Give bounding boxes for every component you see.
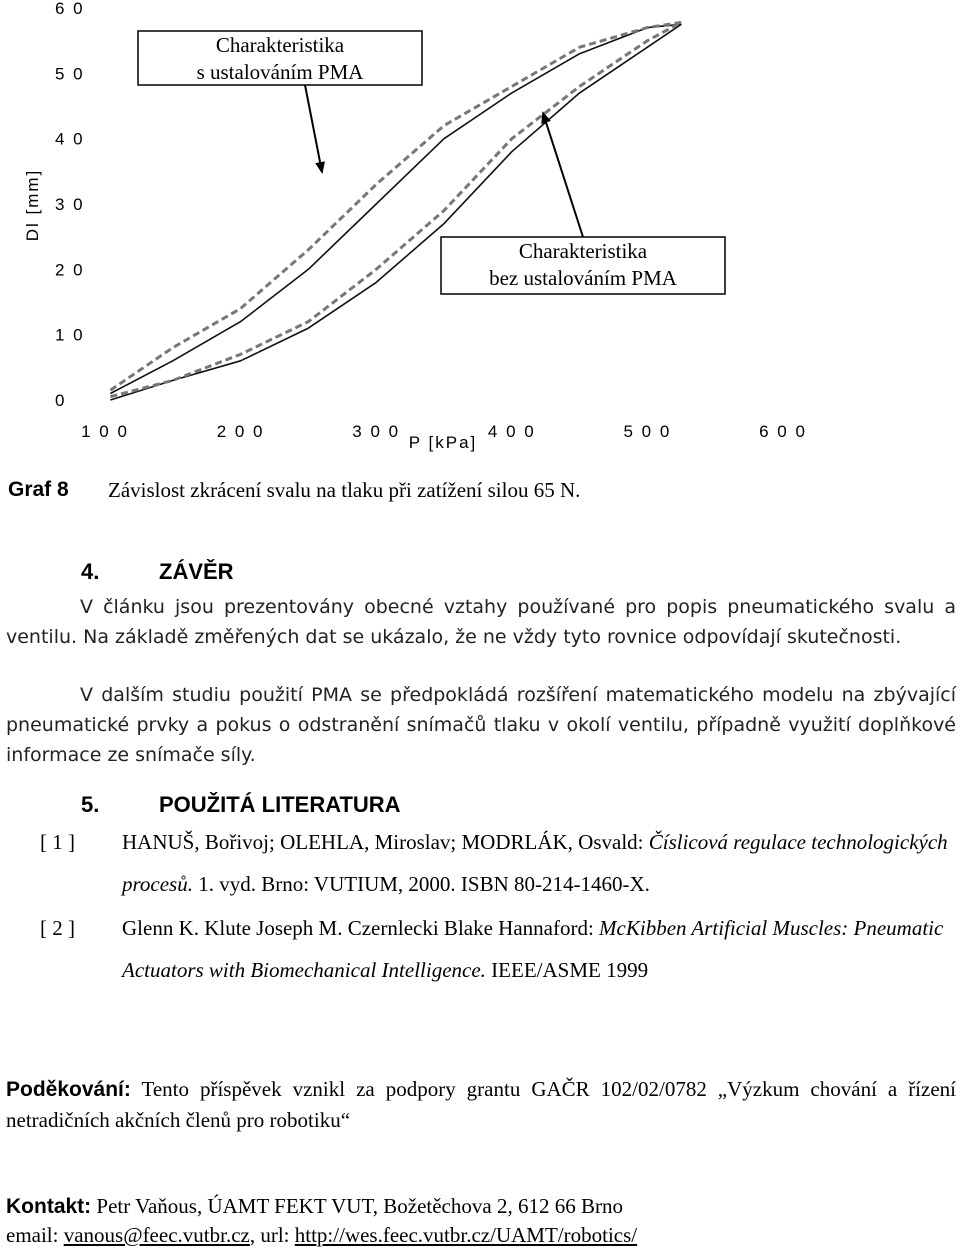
y-tick-label: 6 0 [55, 0, 85, 18]
y-tick-label: 4 0 [55, 129, 85, 149]
x-tick-label: 5 0 0 [623, 422, 672, 441]
url-label: , url: [249, 1223, 295, 1247]
section-5-number: 5. [81, 792, 100, 817]
contact-text: Petr Vaňous, ÚAMT FEKT VUT, Božetěchova 2, 612 66 Brno [91, 1194, 623, 1218]
figure-caption-label: Graf 8 [8, 478, 69, 501]
y-tick-label: 0 [55, 391, 67, 410]
annotation-text: Charakteristika [518, 239, 648, 263]
annotation-text: s ustalováním PMA [196, 60, 364, 84]
reference-2-title: McKibben Artificial Muscles: Pneumatic Actuators with Biomechanical Intelligence. [122, 916, 944, 982]
reference-1-authors: HANUŠ, Bořivoj; OLEHLA, Miroslav; MODRLÁK, Osvald: [122, 830, 649, 854]
reference-2-rest: IEEE/ASME 1999 [485, 958, 649, 982]
contact-block [6, 1192, 956, 1249]
annotation-arrow [305, 85, 322, 172]
reference-2-number: [ 2 ] [40, 916, 75, 940]
x-tick-label: 6 0 0 [759, 422, 807, 441]
annotation-arrow [543, 113, 583, 237]
section-5-title: POUŽITÁ LITERATURA [159, 792, 401, 817]
annotation-text: bez ustalováním PMA [489, 266, 677, 290]
email-link[interactable]: vanous@feec.vutbr.cz [63, 1223, 250, 1247]
y-tick-label: 1 0 [55, 325, 85, 345]
reference-1-rest: 1. vyd. Brno: VUTIUM, 2000. ISBN 80-214-1460-X. [192, 872, 650, 896]
x-tick-label: 1 0 0 [81, 422, 129, 441]
figure-caption-text: Závislost zkrácení svalu na tlaku při zatížení silou 65 N. [108, 478, 581, 502]
y-tick-label: 3 0 [55, 195, 85, 214]
url-link[interactable]: http://wes.feec.vutbr.cz/UAMT/robotics/ [294, 1223, 638, 1247]
y-tick-label: 2 0 [55, 260, 85, 280]
x-tick-label: 2 0 0 [216, 422, 265, 441]
acknowledgement-text: Tento příspěvek vznikl za podpory grantu GAČR 102/02/0782 „Výzkum chování a řízení netradičních akčních členů pro robotiku“ [6, 1077, 956, 1132]
x-axis-label: P [kPa] [408, 433, 478, 452]
reference-1-title: Číslicová regulace technologických procesů. [122, 830, 948, 896]
section-4-title: ZÁVĚR [159, 559, 234, 584]
contact-label: Kontakt: [6, 1195, 92, 1218]
reference-2-authors: Glenn K. Klute Joseph M. Czernlecki Blake Hannaford: [122, 916, 600, 940]
x-tick-label: 4 0 0 [487, 422, 536, 441]
conclusion-paragraph-2: V dalším studiu použití PMA se předpokládá rozšíření matematického modelu na zbývající pneumatické prvky a pokus o odstranění snímačů tlaku v okolí ventilu, případně využití doplňkové informace ze snímače síly. [6, 684, 956, 766]
acknowledgement-label: Poděkování: [6, 1078, 131, 1101]
y-axis-label: Dl [mm] [23, 168, 42, 242]
annotation-text: Charakteristika [215, 33, 345, 57]
section-4-number: 4. [81, 559, 100, 584]
pressure-displacement-chart [0, 0, 960, 460]
x-tick-label: 3 0 0 [352, 422, 401, 441]
email-label: email: [6, 1223, 64, 1247]
conclusion-paragraph-1: V článku jsou prezentovány obecné vztahy používané pro popis pneumatického svalu a ventilu. Na základě změřených dat se ukázalo, že ne vždy tyto rovnice odpovídají skutečnosti. [6, 596, 956, 648]
acknowledgement [6, 1074, 956, 1135]
reference-1-number: [ 1 ] [40, 830, 75, 854]
y-tick-label: 5 0 [55, 64, 85, 84]
